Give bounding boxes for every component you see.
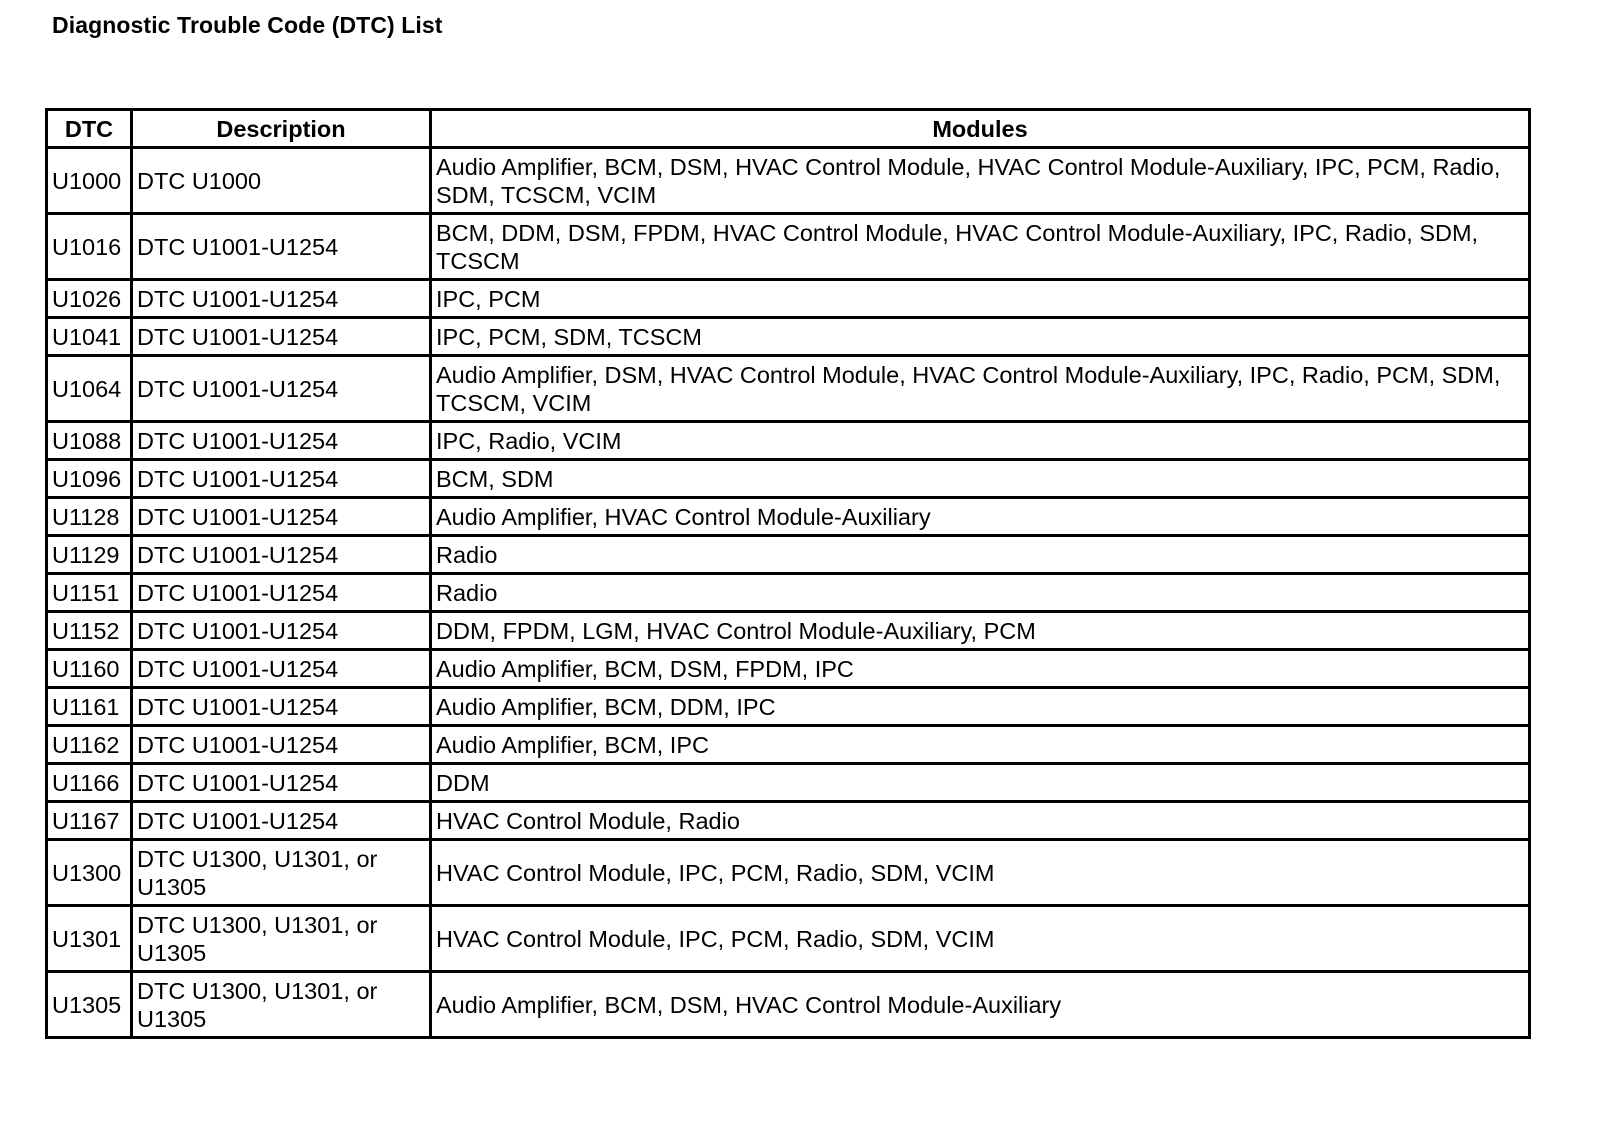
modules-cell: Audio Amplifier, HVAC Control Module-Auxiliary (431, 498, 1530, 536)
column-header-description: Description (132, 110, 431, 148)
dtc-cell: U1128 (47, 498, 132, 536)
dtc-cell: U1129 (47, 536, 132, 574)
table-row (47, 906, 1530, 972)
description-cell: DTC U1001-U1254 (132, 280, 431, 318)
table-row (47, 148, 1530, 214)
modules-cell: Audio Amplifier, BCM, DDM, IPC (431, 688, 1530, 726)
dtc-cell: U1088 (47, 422, 132, 460)
description-cell: DTC U1001-U1254 (132, 214, 431, 280)
description-cell: DTC U1001-U1254 (132, 612, 431, 650)
description-cell: DTC U1001-U1254 (132, 318, 431, 356)
description-cell: DTC U1001-U1254 (132, 422, 431, 460)
dtc-cell: U1000 (47, 148, 132, 214)
dtc-cell: U1301 (47, 906, 132, 972)
description-cell: DTC U1001-U1254 (132, 764, 431, 802)
table-row (47, 612, 1530, 650)
modules-cell: Audio Amplifier, BCM, IPC (431, 726, 1530, 764)
dtc-cell: U1041 (47, 318, 132, 356)
modules-cell: IPC, PCM (431, 280, 1530, 318)
dtc-cell: U1160 (47, 650, 132, 688)
table-row (47, 356, 1530, 422)
dtc-cell: U1016 (47, 214, 132, 280)
dtc-cell: U1161 (47, 688, 132, 726)
table-row (47, 318, 1530, 356)
dtc-cell: U1064 (47, 356, 132, 422)
dtc-cell: U1096 (47, 460, 132, 498)
table-row (47, 280, 1530, 318)
table-row (47, 726, 1530, 764)
modules-cell: Audio Amplifier, DSM, HVAC Control Module, HVAC Control Module-Auxiliary, IPC, Radio, PCM, SDM, TCSCM, VCIM (431, 356, 1530, 422)
page-title: Diagnostic Trouble Code (DTC) List (52, 12, 443, 38)
dtc-cell: U1305 (47, 972, 132, 1038)
table-header-row (47, 110, 1530, 148)
dtc-cell: U1151 (47, 574, 132, 612)
dtc-cell: U1162 (47, 726, 132, 764)
dtc-cell: U1166 (47, 764, 132, 802)
table-row (47, 764, 1530, 802)
description-cell: DTC U1300, U1301, or U1305 (132, 972, 431, 1038)
modules-cell: Radio (431, 574, 1530, 612)
table-row (47, 498, 1530, 536)
modules-cell: HVAC Control Module, IPC, PCM, Radio, SDM, VCIM (431, 840, 1530, 906)
description-cell: DTC U1001-U1254 (132, 498, 431, 536)
modules-cell: HVAC Control Module, IPC, PCM, Radio, SDM, VCIM (431, 906, 1530, 972)
description-cell: DTC U1001-U1254 (132, 574, 431, 612)
table-row (47, 650, 1530, 688)
modules-cell: BCM, SDM (431, 460, 1530, 498)
description-cell: DTC U1001-U1254 (132, 356, 431, 422)
modules-cell: Radio (431, 536, 1530, 574)
table-row (47, 460, 1530, 498)
dtc-cell: U1152 (47, 612, 132, 650)
modules-cell: BCM, DDM, DSM, FPDM, HVAC Control Module, HVAC Control Module-Auxiliary, IPC, Radio, SDM, TCSCM (431, 214, 1530, 280)
modules-cell: HVAC Control Module, Radio (431, 802, 1530, 840)
table-row (47, 802, 1530, 840)
description-cell: DTC U1001-U1254 (132, 802, 431, 840)
dtc-table (45, 108, 1531, 1039)
modules-cell: IPC, PCM, SDM, TCSCM (431, 318, 1530, 356)
column-header-modules: Modules (431, 110, 1530, 148)
table-row (47, 422, 1530, 460)
modules-cell: DDM (431, 764, 1530, 802)
table-row (47, 688, 1530, 726)
column-header-dtc: DTC (47, 110, 132, 148)
dtc-cell: U1026 (47, 280, 132, 318)
description-cell: DTC U1001-U1254 (132, 726, 431, 764)
description-cell: DTC U1001-U1254 (132, 460, 431, 498)
modules-cell: Audio Amplifier, BCM, DSM, FPDM, IPC (431, 650, 1530, 688)
description-cell: DTC U1000 (132, 148, 431, 214)
table-row (47, 972, 1530, 1038)
modules-cell: Audio Amplifier, BCM, DSM, HVAC Control Module, HVAC Control Module-Auxiliary, IPC, PCM, Radio, SDM, TCSCM, VCIM (431, 148, 1530, 214)
dtc-cell: U1167 (47, 802, 132, 840)
table-row (47, 214, 1530, 280)
description-cell: DTC U1300, U1301, or U1305 (132, 906, 431, 972)
modules-cell: DDM, FPDM, LGM, HVAC Control Module-Auxiliary, PCM (431, 612, 1530, 650)
dtc-cell: U1300 (47, 840, 132, 906)
description-cell: DTC U1001-U1254 (132, 688, 431, 726)
description-cell: DTC U1300, U1301, or U1305 (132, 840, 431, 906)
modules-cell: Audio Amplifier, BCM, DSM, HVAC Control Module-Auxiliary (431, 972, 1530, 1038)
description-cell: DTC U1001-U1254 (132, 650, 431, 688)
modules-cell: IPC, Radio, VCIM (431, 422, 1530, 460)
description-cell: DTC U1001-U1254 (132, 536, 431, 574)
table-row (47, 840, 1530, 906)
table-row (47, 536, 1530, 574)
table-row (47, 574, 1530, 612)
